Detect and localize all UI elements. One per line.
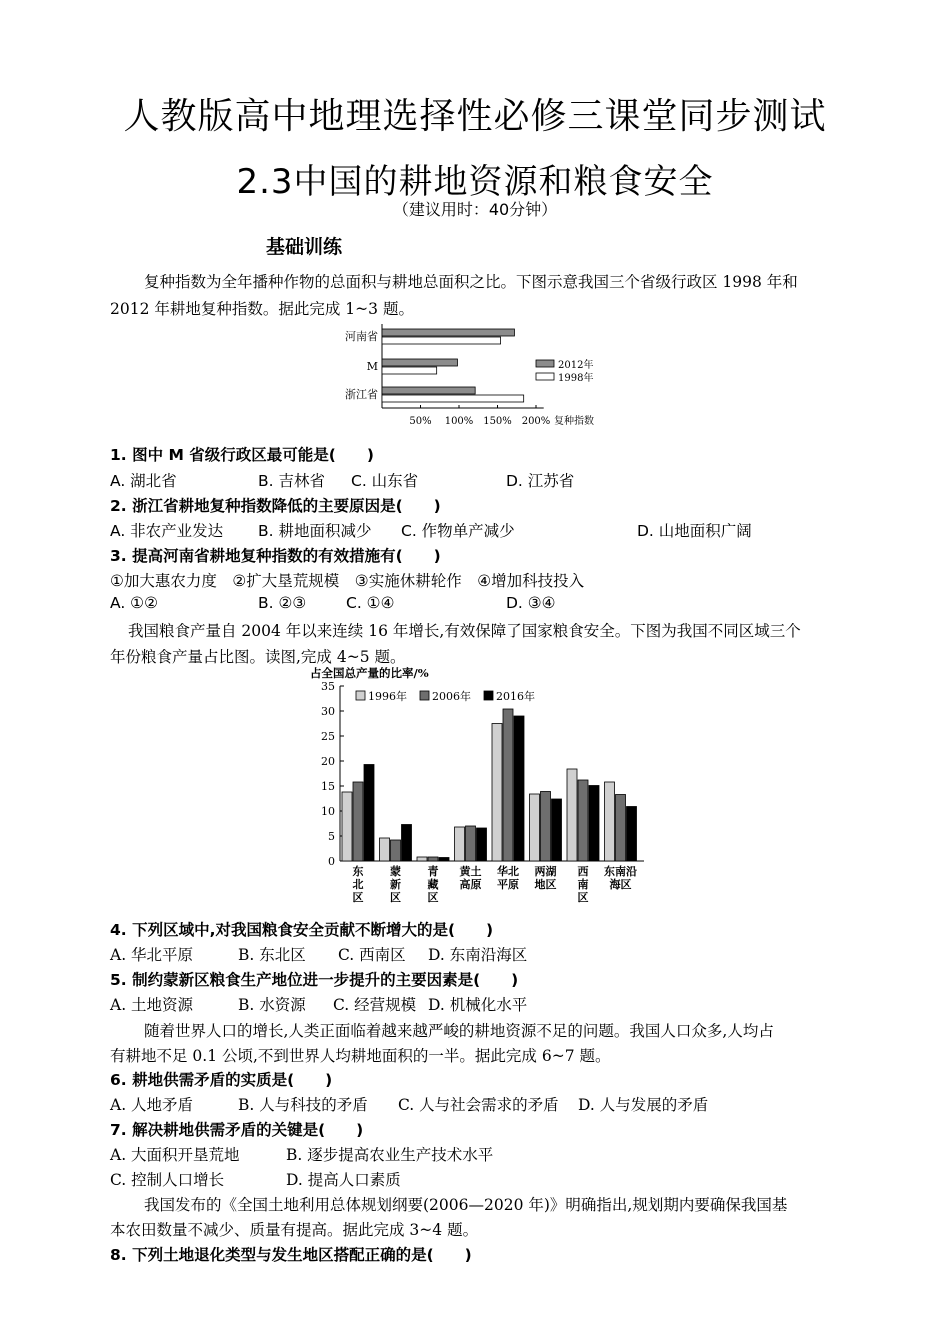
c1-legend-label: 2012年 — [558, 360, 594, 371]
c1-bar — [382, 367, 437, 374]
c2-y-tick-label: 15 — [321, 780, 335, 793]
c2-bar — [428, 857, 438, 861]
c2-bar — [477, 828, 487, 861]
c2-bar — [541, 792, 551, 862]
c2-category-label: 地区 — [534, 878, 557, 891]
c2-category-label: 北 — [352, 878, 364, 891]
c2-category-label: 蒙 — [390, 865, 401, 878]
section-heading: 基础训练 — [266, 236, 343, 258]
c2-bar — [567, 769, 577, 861]
q6-option-d[interactable]: D. 人与发展的矛盾 — [578, 1096, 709, 1114]
q6-stem: 6. 耕地供需矛盾的实质是( ) — [110, 1071, 333, 1089]
q5-stem: 5. 制约蒙新区粮食生产地位进一步提升的主要因素是( ) — [110, 971, 519, 989]
lesson-title: 2.3中国的耕地资源和粮食安全 — [236, 162, 714, 202]
q6-option-b[interactable]: B. 人与科技的矛盾 — [238, 1096, 368, 1114]
c1-bar — [382, 395, 524, 402]
c2-bar — [466, 826, 476, 861]
c2-category-label: 区 — [577, 891, 589, 904]
c2-bar — [492, 724, 502, 862]
c2-bar — [439, 858, 449, 862]
intro2-line1: 我国粮食产量自 2004 年以来连续 16 年增长,有效保障了国家粮食安全。下图为我国不同区域三个 — [128, 622, 801, 640]
c2-y-tick-label: 20 — [321, 755, 335, 768]
q7-option-d[interactable]: D. 提高人口素质 — [286, 1171, 401, 1189]
c2-bar — [605, 782, 615, 861]
c2-bar — [402, 825, 412, 862]
c2-bar — [589, 786, 599, 862]
c2-legend-swatch — [356, 691, 365, 700]
c1-legend-label: 1998年 — [558, 373, 594, 384]
q1-option-c[interactable]: C. 山东省 — [351, 472, 419, 490]
c2-category-label: 华北 — [497, 865, 519, 878]
c2-bar — [342, 792, 352, 861]
c2-legend-label: 2006年 — [432, 690, 471, 703]
q5-option-a[interactable]: A. 土地资源 — [110, 996, 194, 1014]
q1-option-b[interactable]: B. 吉林省 — [258, 472, 325, 490]
c2-bar — [455, 827, 465, 861]
c2-category-label: 区 — [352, 891, 364, 904]
c2-legend-label: 1996年 — [368, 690, 407, 703]
c1-bar — [382, 359, 457, 366]
c2-bar — [552, 799, 562, 861]
c1-legend-swatch — [536, 373, 554, 380]
c1-bar — [382, 387, 475, 394]
c2-y-tick-label: 0 — [328, 855, 335, 868]
q4-option-d[interactable]: D. 东南沿海区 — [428, 946, 528, 964]
q3-option-b[interactable]: B. ②③ — [258, 594, 307, 612]
q8-stem: 8. 下列土地退化类型与发生地区搭配正确的是( ) — [110, 1246, 472, 1264]
c1-x-tick-label: 50% — [409, 416, 432, 427]
q5-option-b[interactable]: B. 水资源 — [238, 996, 306, 1014]
intro4-line1: 我国发布的《全国土地利用总体规划纲要(2006—2020 年)》明确指出,规划期内要确保我国基 — [144, 1196, 788, 1214]
c2-category-label: 青 — [427, 865, 439, 878]
c2-title: 占全国总产量的比率/% — [310, 666, 429, 680]
c2-category-label: 东南沿 — [604, 865, 637, 878]
c2-category-label: 南 — [577, 878, 589, 891]
c2-bar — [364, 765, 374, 862]
c2-category-label: 高原 — [459, 878, 482, 891]
q3-option-d[interactable]: D. ③④ — [506, 594, 556, 612]
intro1-line1: 复种指数为全年播种作物的总面积与耕地总面积之比。下图示意我国三个省级行政区 1998 年和 — [144, 273, 798, 291]
q2-option-b[interactable]: B. 耕地面积减少 — [258, 522, 372, 540]
q3-stem: 3. 提高河南省耕地复种指数的有效措施有( ) — [110, 547, 441, 565]
c1-category-label: 河南省 — [345, 330, 378, 343]
c1-x-tick-label: 200% — [521, 416, 551, 427]
c1-legend-swatch — [536, 360, 554, 367]
c2-bar — [503, 709, 513, 861]
c1-x-tick-label: 100% — [444, 416, 474, 427]
q3-statements: ①加大惠农力度 ②扩大垦荒规模 ③实施休耕轮作 ④增加科技投入 — [110, 572, 585, 590]
q7-option-c[interactable]: C. 控制人口增长 — [110, 1171, 225, 1189]
c2-bar — [514, 716, 524, 861]
c2-bar — [578, 780, 588, 861]
q5-option-c[interactable]: C. 经营规模 — [333, 996, 417, 1014]
q2-option-a[interactable]: A. 非农产业发达 — [110, 522, 224, 540]
c2-bar — [616, 795, 626, 862]
q1-stem: 1. 图中 M 省级行政区最可能是( ) — [110, 446, 374, 464]
c1-category-label: 浙江省 — [345, 388, 378, 401]
intro1-line2: 2012 年耕地复种指数。据此完成 1~3 题。 — [110, 300, 414, 318]
c2-category-label: 黄土 — [459, 865, 482, 878]
intro2-line2: 年份粮食产量占比图。读图,完成 4~5 题。 — [110, 648, 406, 666]
c1-x-axis-label: 复种指数 — [554, 416, 594, 427]
c2-legend-swatch — [484, 691, 493, 700]
intro3-line1: 随着世界人口的增长,人类正面临着越来越严峻的耕地资源不足的问题。我国人口众多,人均占 — [144, 1022, 774, 1040]
c2-bar — [627, 807, 637, 862]
c2-category-label: 藏 — [427, 878, 439, 891]
c2-category-label: 海区 — [609, 878, 632, 891]
q4-option-b[interactable]: B. 东北区 — [238, 946, 306, 964]
c2-category-label: 两湖 — [534, 865, 557, 878]
q2-stem: 2. 浙江省耕地复种指数降低的主要原因是( ) — [110, 497, 441, 515]
c2-category-label: 区 — [427, 891, 439, 904]
grain-output-chart — [300, 665, 660, 910]
c2-category-label: 平原 — [497, 878, 519, 891]
q2-option-d[interactable]: D. 山地面积广阔 — [637, 522, 752, 540]
c2-y-tick-label: 30 — [321, 705, 335, 718]
intro4-line2: 本农田数量不减少、质量有提高。据此完成 3~4 题。 — [110, 1221, 479, 1239]
c1-category-label: M — [366, 360, 378, 373]
q1-option-a[interactable]: A. 湖北省 — [110, 472, 177, 490]
page-title: 人教版高中地理选择性必修三课堂同步测试 — [123, 96, 827, 137]
c2-y-tick-label: 10 — [321, 805, 335, 818]
q7-option-a[interactable]: A. 大面积开垦荒地 — [110, 1146, 240, 1164]
c2-bar — [353, 782, 363, 861]
c1-bar — [382, 337, 501, 344]
c1-bar — [382, 329, 514, 336]
intro3-line2: 有耕地不足 0.1 公顷,不到世界人均耕地面积的一半。据此完成 6~7 题。 — [110, 1047, 611, 1065]
c2-category-label: 新 — [390, 878, 401, 891]
c2-bar — [530, 794, 540, 861]
c2-y-tick-label: 5 — [328, 830, 335, 843]
c2-bar — [380, 838, 390, 861]
c2-y-tick-label: 35 — [321, 680, 335, 693]
q3-option-c[interactable]: C. ①④ — [346, 594, 395, 612]
q7-option-b[interactable]: B. 逐步提高农业生产技术水平 — [286, 1146, 494, 1164]
c2-legend-label: 2016年 — [496, 690, 535, 703]
c2-category-label: 西 — [577, 865, 589, 878]
c1-x-tick-label: 150% — [483, 416, 512, 427]
q7-stem: 7. 解决耕地供需矛盾的关键是( ) — [110, 1121, 364, 1139]
q4-option-a[interactable]: A. 华北平原 — [110, 946, 194, 964]
q6-option-a[interactable]: A. 人地矛盾 — [110, 1096, 194, 1114]
c2-bar — [391, 840, 401, 861]
q1-option-d[interactable]: D. 江苏省 — [506, 472, 575, 490]
c2-category-label: 东 — [352, 865, 364, 878]
q2-option-c[interactable]: C. 作物单产减少 — [401, 522, 515, 540]
c2-y-tick-label: 25 — [321, 730, 335, 743]
q3-option-a[interactable]: A. ①② — [110, 594, 158, 612]
q4-option-c[interactable]: C. 西南区 — [338, 946, 406, 964]
multiple-cropping-chart — [336, 322, 626, 432]
time-hint: （建议用时：40分钟） — [392, 200, 558, 219]
q5-option-d[interactable]: D. 机械化水平 — [428, 996, 528, 1014]
c2-bar — [417, 857, 427, 861]
c2-legend-swatch — [420, 691, 429, 700]
c2-category-label: 区 — [390, 891, 401, 904]
q6-option-c[interactable]: C. 人与社会需求的矛盾 — [398, 1096, 559, 1114]
q4-stem: 4. 下列区域中,对我国粮食安全贡献不断增大的是( ) — [110, 921, 494, 939]
